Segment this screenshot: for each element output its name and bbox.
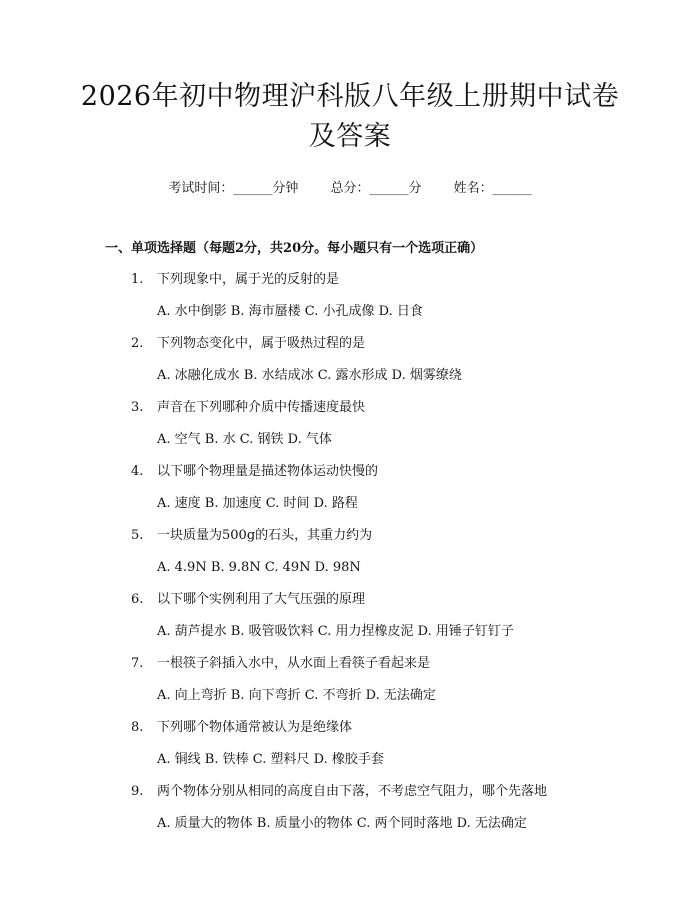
- question-stem: [131, 461, 640, 482]
- question-stem: [131, 717, 640, 738]
- question-text: 两个物体分别从相同的高度自由下落，不考虑空气阻力，哪个先落地: [157, 784, 548, 799]
- question-number: 7.: [131, 656, 144, 671]
- question-stem: [131, 333, 640, 354]
- total-score-field: 总分：______分: [330, 181, 422, 196]
- exam-title-line2: 及答案: [308, 121, 392, 152]
- question-list: [60, 269, 640, 834]
- question-stem: [131, 653, 640, 674]
- question-item: [131, 653, 640, 706]
- question-number: 1.: [131, 272, 144, 287]
- question-text: 以下哪个物理量是描述物体运动快慢的: [157, 464, 379, 479]
- exam-meta: [60, 179, 640, 199]
- exam-title-line1: 2026年初中物理沪科版八年级上册期中试卷: [80, 81, 620, 112]
- question-item: [131, 717, 640, 770]
- question-options: A. 质量大的物体 B. 质量小的物体 C. 两个同时落地 D. 无法确定: [157, 816, 527, 831]
- question-number: 5.: [131, 528, 144, 543]
- question-options: A. 4.9N B. 9.8N C. 49N D. 98N: [157, 560, 361, 575]
- question-text: 声音在下列哪种介质中传播速度最快: [157, 400, 366, 415]
- question-options: A. 向上弯折 B. 向下弯折 C. 不弯折 D. 无法确定: [157, 688, 436, 703]
- student-name-field: 姓名：______: [453, 181, 532, 196]
- exam-time-field: 考试时间：______分钟: [168, 181, 299, 196]
- question-text: 下列物态变化中，属于吸热过程的是: [157, 336, 366, 351]
- question-options: A. 铜线 B. 铁棒 C. 塑料尺 D. 橡胶手套: [157, 752, 384, 767]
- question-number: 3.: [131, 400, 144, 415]
- question-number: 4.: [131, 464, 144, 479]
- question-stem: [131, 269, 640, 290]
- question-item: [131, 461, 640, 514]
- question-options: A. 速度 B. 加速度 C. 时间 D. 路程: [157, 496, 358, 511]
- question-text: 一块质量为500g的石头，其重力约为: [157, 528, 373, 543]
- question-item: [131, 333, 640, 386]
- section-title-single-choice: 一、单项选择题（每题2分，共20分。每小题只有一个选项正确）: [105, 241, 484, 256]
- question-options: A. 水中倒影 B. 海市蜃楼 C. 小孔成像 D. 日食: [157, 304, 423, 319]
- question-text: 下列哪个物体通常被认为是绝缘体: [157, 720, 353, 735]
- question-options: A. 葫芦提水 B. 吸管吸饮料 C. 用力捏橡皮泥 D. 用锤子钉钉子: [157, 624, 514, 639]
- question-stem: [131, 589, 640, 610]
- question-item: [131, 397, 640, 450]
- question-text: 下列现象中，属于光的反射的是: [157, 272, 340, 287]
- question-item: [131, 589, 640, 642]
- question-text: 以下哪个实例利用了大气压强的原理: [157, 592, 366, 607]
- question-stem: [131, 525, 640, 546]
- question-item: [131, 269, 640, 322]
- exam-title: [60, 0, 640, 157]
- question-number: 9.: [131, 784, 144, 799]
- question-number: 8.: [131, 720, 144, 735]
- question-number: 2.: [131, 336, 144, 351]
- question-item: [131, 525, 640, 578]
- question-number: 6.: [131, 592, 144, 607]
- question-stem: [131, 397, 640, 418]
- question-options: A. 空气 B. 水 C. 钢铁 D. 气体: [157, 432, 332, 447]
- question-item: [131, 781, 640, 834]
- question-stem: [131, 781, 640, 802]
- question-options: A. 冰融化成水 B. 水结成冰 C. 露水形成 D. 烟雾缭绕: [157, 368, 462, 383]
- question-text: 一根筷子斜插入水中，从水面上看筷子看起来是: [157, 656, 431, 671]
